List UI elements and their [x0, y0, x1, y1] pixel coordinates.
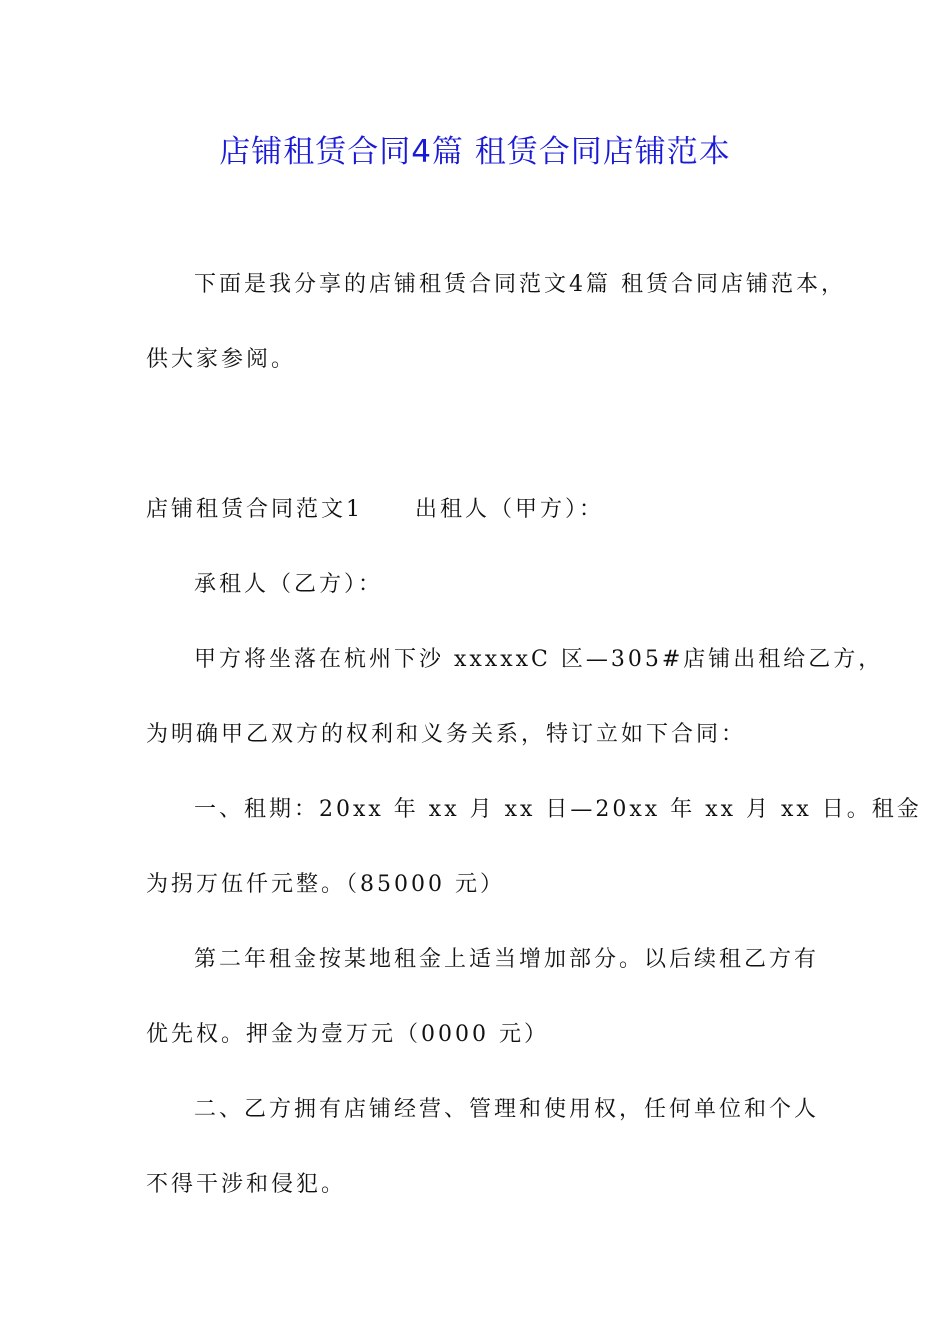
lessee-label: 承租人（乙方）： [194, 572, 384, 597]
section-heading-row [146, 495, 826, 525]
paragraph-1-line-1: 甲方将坐落在杭州下沙 xxxxxC 区—305#店铺出租给乙方， [194, 647, 884, 672]
lessor-label: 出租人（甲方）： [415, 497, 605, 522]
paragraph-2-line-1: 一、租期：20xx 年 xx 月 xx 日—20xx 年 xx 月 xx 日。租金 [194, 797, 922, 822]
intro-line-1: 下面是我分享的店铺租赁合同范文4篇 租赁合同店铺范本， [194, 272, 846, 297]
paragraph-1-line-2: 为明确甲乙双方的权利和义务关系，特订立如下合同： [146, 722, 747, 747]
section-heading: 店铺租赁合同范文1 [146, 497, 363, 522]
paragraph-3-line-1: 第二年租金按某地租金上适当增加部分。以后续租乙方有 [194, 947, 820, 972]
paragraph-4-line-2: 不得干涉和侵犯。 [146, 1172, 347, 1197]
intro-line-2: 供大家参阅。 [146, 347, 297, 372]
paragraph-3-line-2: 优先权。押金为壹万元（0000 元） [146, 1022, 549, 1047]
paragraph-2-line-2: 为拐万伍仟元整。（85000 元） [146, 872, 505, 897]
document-title: 店铺租赁合同4篇 租赁合同店铺范本 [219, 134, 731, 170]
paragraph-4-line-1: 二、乙方拥有店铺经营、管理和使用权，任何单位和个人 [194, 1097, 820, 1122]
